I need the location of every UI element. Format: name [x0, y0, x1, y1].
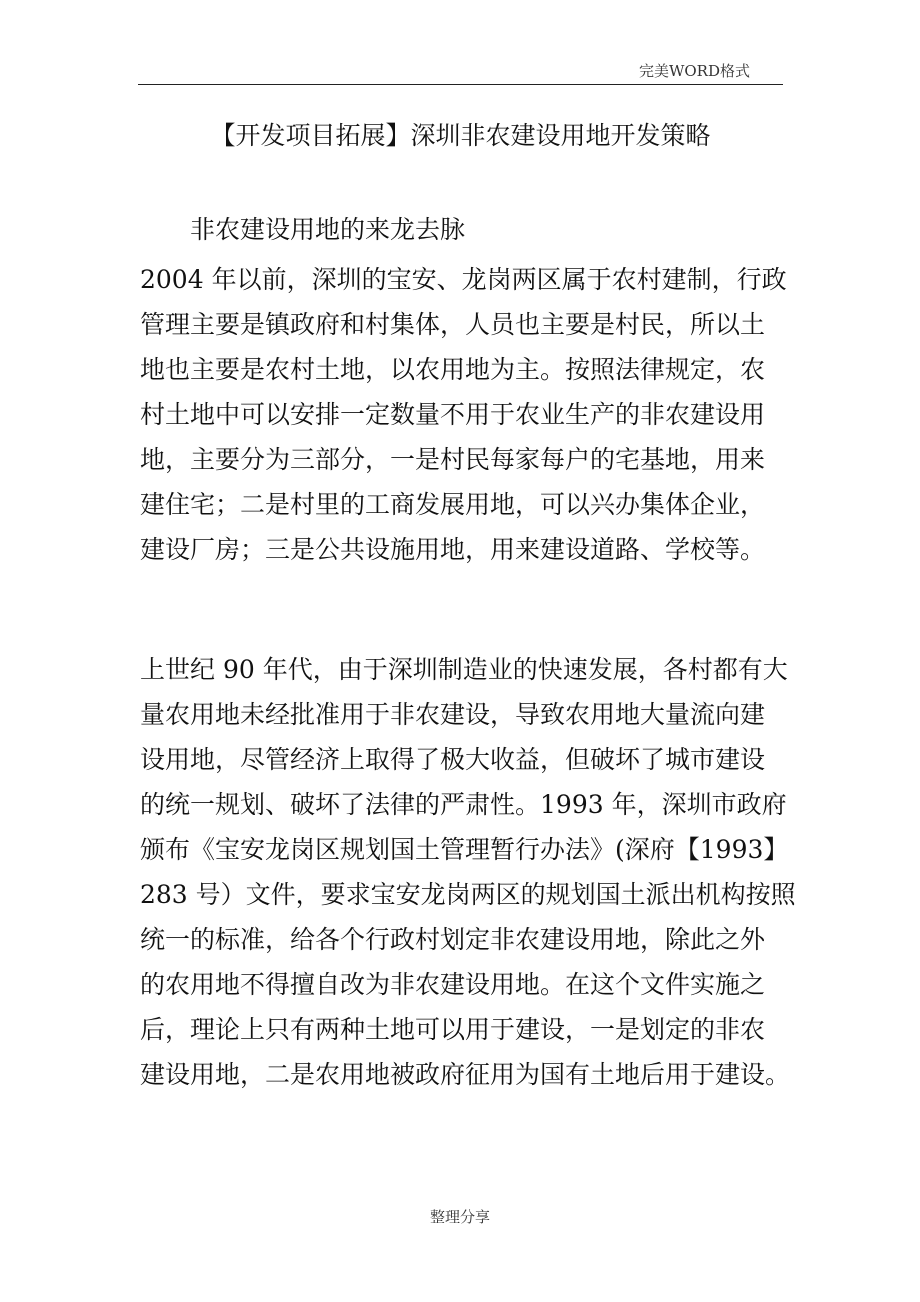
paragraph-line: 建设用地，二是农用地被政府征用为国有土地后用于建设。: [140, 1060, 791, 1089]
paragraph-line: 设用地，尽管经济上取得了极大收益，但破坏了城市建设: [140, 745, 766, 774]
paragraph-line: 后，理论上只有两种土地可以用于建设，一是划定的非农: [140, 1015, 766, 1044]
paragraph-line: 地也主要是农村土地，以农用地为主。按照法律规定，农: [140, 355, 766, 384]
paragraph-line: 量农用地未经批准用于非农建设，导致农用地大量流向建: [140, 700, 766, 729]
paragraph-line: 颁布《宝安龙岗区规划国土管理暂行办法》(深府【1993】: [140, 835, 789, 864]
header-divider: [138, 84, 783, 85]
paragraph-line: 上世纪 90 年代，由于深圳制造业的快速发展，各村都有大: [140, 655, 788, 684]
paragraph-line: 村土地中可以安排一定数量不用于农业生产的非农建设用: [140, 400, 766, 429]
page-footer-text: 整理分享: [429, 1208, 490, 1226]
paragraph-line: 283 号）文件，要求宝安龙岗两区的规划国土派出机构按照: [140, 880, 796, 909]
paragraph-line: 建设厂房；三是公共设施用地，用来建设道路、学校等。: [140, 535, 766, 564]
paragraph-line: 2004 年以前，深圳的宝安、龙岗两区属于农村建制，行政: [140, 265, 787, 294]
paragraph-line: 的统一规划、破坏了法律的严肃性。1993 年，深圳市政府: [140, 790, 787, 819]
paragraph-1: [140, 257, 787, 572]
paragraph-line: 的农用地不得擅自改为非农建设用地。在这个文件实施之: [140, 970, 766, 999]
paragraph-2: [140, 647, 796, 1097]
document-title: 【开发项目拓展】深圳非农建设用地开发策略: [210, 121, 711, 150]
page-header-text: 完美WORD格式: [638, 62, 750, 80]
section-heading: 非农建设用地的来龙去脉: [190, 215, 466, 244]
paragraph-line: 建住宅；二是村里的工商发展用地，可以兴办集体企业，: [140, 490, 766, 519]
paragraph-line: 地，主要分为三部分，一是村民每家每户的宅基地，用来: [140, 445, 766, 474]
paragraph-line: 管理主要是镇政府和村集体，人员也主要是村民，所以土: [140, 310, 766, 339]
paragraph-line: 统一的标准，给各个行政村划定非农建设用地，除此之外: [140, 925, 766, 954]
